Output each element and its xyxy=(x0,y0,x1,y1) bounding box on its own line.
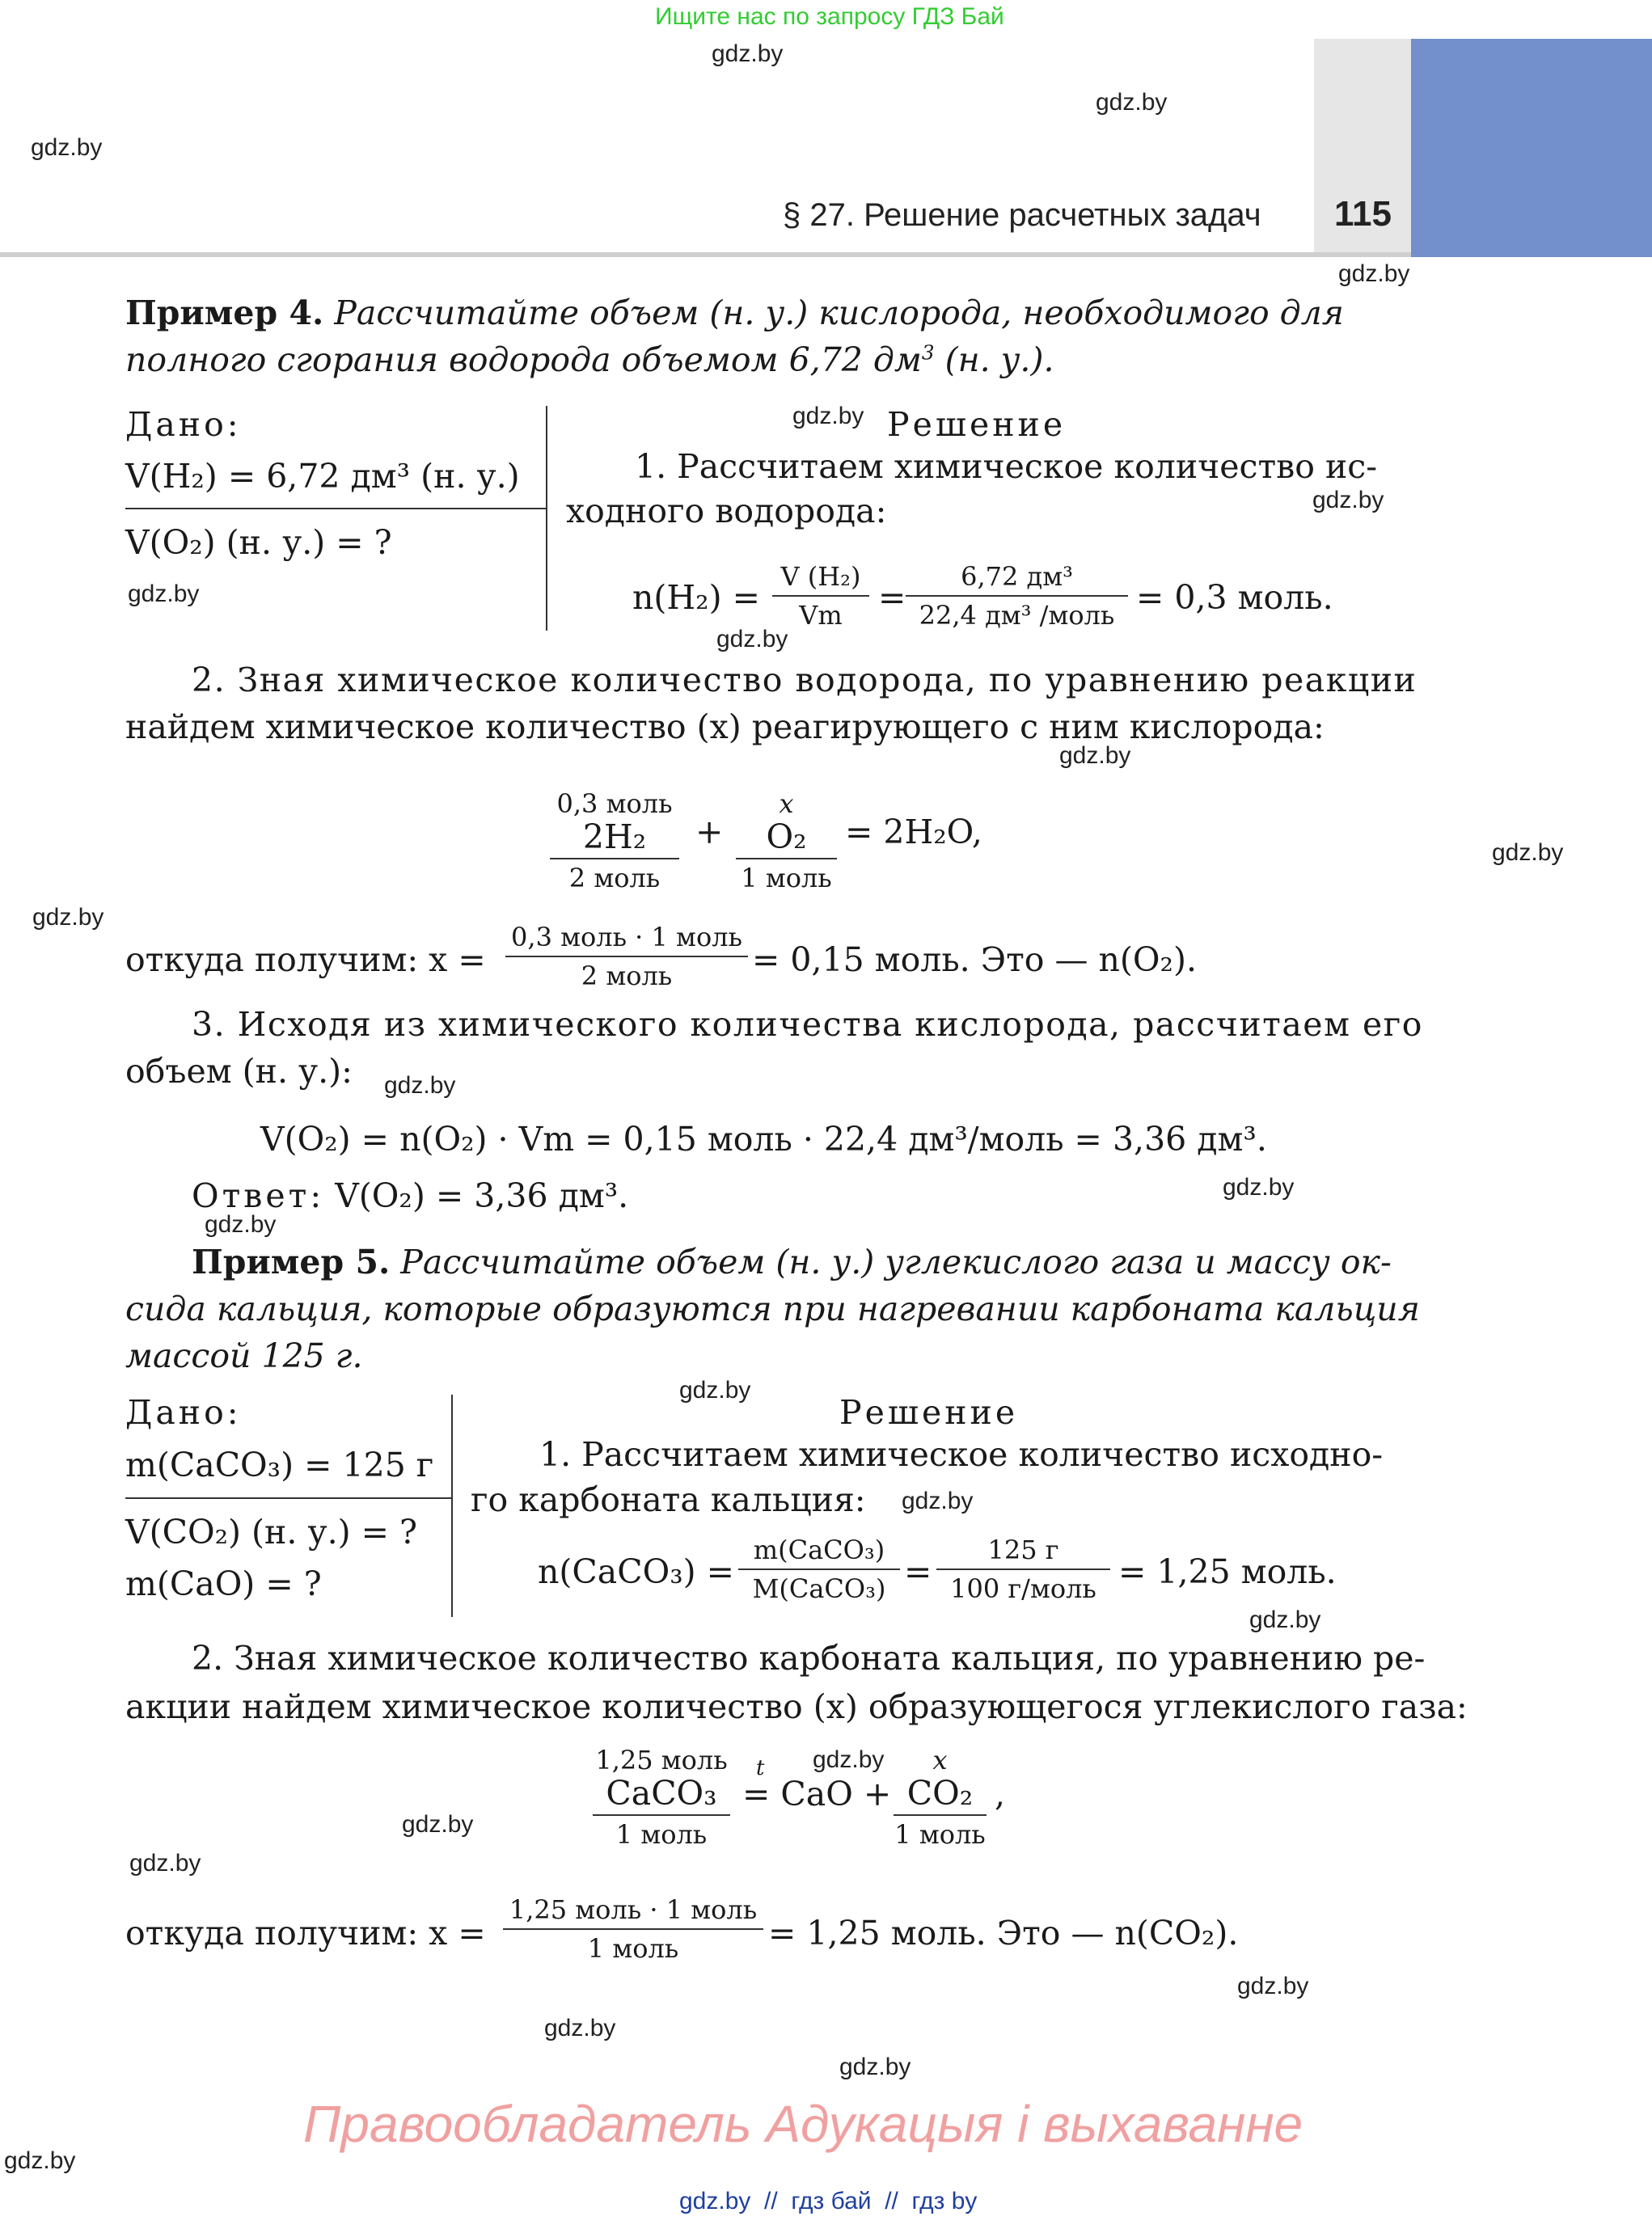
example5-task-line1: Пример 5. Рассчитайте объем (н. у.) углекислого газа и массу ок- xyxy=(192,1243,1392,1281)
watermark: gdz.by xyxy=(384,1072,456,1099)
example5-given-title: Дано: xyxy=(125,1393,242,1432)
example5-from-frac: 1,25 моль · 1 моль 1 моль xyxy=(503,1894,763,1964)
example5-task-line2: сида кальция, которые образуются при нагревании карбоната кальция xyxy=(125,1290,1420,1328)
example5-solution-title: Решение xyxy=(839,1393,1019,1432)
example4-solution-title: Решение xyxy=(887,405,1067,444)
example4-label: Пример 4. xyxy=(125,293,324,332)
watermark: gdz.by xyxy=(4,2147,76,2174)
watermark: gdz.by xyxy=(839,2054,911,2080)
page-number: 115 xyxy=(1334,194,1392,234)
example4-eq-h2: 0,3 моль 2H₂ 2 моль xyxy=(550,788,679,893)
footer-links[interactable]: gdz.by // гдз бай // гдз by xyxy=(679,2188,978,2214)
example4-task-line1: Рассчитайте объем (н. у.) кислорода, необходимого для xyxy=(334,293,1344,332)
example5-calc1-left: n(CaCO₃) = xyxy=(538,1552,735,1591)
watermark: gdz.by xyxy=(1059,742,1131,769)
header-rule xyxy=(0,252,1411,257)
example5-given-divider xyxy=(125,1497,453,1499)
example5-step2-line1: 2. Зная химическое количество карбоната кальция, по уравнению ре- xyxy=(192,1639,1426,1678)
example4-step3-line2: объем (н. у.): xyxy=(125,1052,353,1091)
watermark: gdz.by xyxy=(31,134,103,161)
example4-eq-plus: + xyxy=(695,813,724,851)
example4-step3-formula: V(O₂) = n(O₂) · Vm = 0,15 моль · 22,4 дм³/моль = 3,36 дм³. xyxy=(260,1120,1267,1159)
watermark: gdz.by xyxy=(1096,89,1168,116)
example4-answer: Ответ: V(O₂) = 3,36 дм³. xyxy=(192,1176,629,1215)
example4-calc1-frac1: V (H₂) Vm xyxy=(772,561,869,631)
copyright: Правообладатель Адукацыя і выхаванне xyxy=(303,2095,1303,2153)
example4-task-line2: полного сгорания водорода объемом 6,72 $дм^3$ (н. у.). xyxy=(125,340,1054,379)
example5-calc1-result: = 1,25 моль. xyxy=(1118,1552,1337,1591)
example5-eq-comma: , xyxy=(995,1775,1006,1813)
example5-eq-caco3: 1,25 моль CaCO₃ 1 моль xyxy=(593,1745,730,1850)
watermark: gdz.by xyxy=(716,626,788,652)
example4-calc1-frac2: 6,72 дм³ 22,4 дм³ /моль xyxy=(906,561,1128,631)
watermark: gdz.by xyxy=(1338,260,1410,287)
watermark: gdz.by xyxy=(129,1850,201,1877)
example4-find: V(O₂) (н. у.) = ? xyxy=(125,523,392,562)
example4-step3-line1: 3. Исходя из химического количества кислорода, рассчитаем его xyxy=(192,1005,1423,1044)
watermark: gdz.by xyxy=(902,1488,974,1514)
example5-from-label: откуда получим: x = xyxy=(125,1914,486,1953)
section-title: § 27. Решение расчетных задач xyxy=(783,197,1261,233)
watermark: gdz.by xyxy=(813,1746,885,1773)
watermark: gdz.by xyxy=(402,1811,474,1838)
example4-calc1-eq: = xyxy=(878,578,906,617)
top-banner[interactable]: Ищите нас по запросу ГДЗ Бай xyxy=(655,3,1004,30)
watermark: gdz.by xyxy=(1492,839,1564,866)
example4-given-divider xyxy=(125,508,547,509)
example4-step1-line1: 1. Рассчитаем химическое количество ис- xyxy=(635,447,1378,486)
watermark: gdz.by xyxy=(712,40,784,67)
example4-step1-line2: ходного водорода: xyxy=(566,492,887,530)
example5-find1: V(CO₂) (н. у.) = ? xyxy=(125,1513,417,1552)
example5-given-value: m(CaCO₃) = 125 г xyxy=(125,1446,434,1484)
example5-from-result: = 1,25 моль. Это — n(CO₂). xyxy=(768,1914,1239,1953)
watermark: gdz.by xyxy=(1249,1606,1321,1633)
example4-calc1-left: n(H₂) = xyxy=(632,578,760,617)
example4-calc1-result: = 0,3 моль. xyxy=(1136,578,1333,617)
example5-calc1-frac2: 125 г 100 г/моль xyxy=(936,1535,1110,1604)
example5-eq-co2: x CO₂ 1 моль xyxy=(894,1745,986,1850)
example4-from-frac: 0,3 моль · 1 моль 2 моль xyxy=(505,922,748,991)
example5-eq-mid: = CaO + xyxy=(742,1775,892,1813)
example4-from-result: = 0,15 моль. Это — n(O₂). xyxy=(752,940,1197,979)
example4-step2-line1: 2. Зная химическое количество водорода, по уравнению реакции xyxy=(192,661,1418,699)
example4-given-value: V(H₂) = 6,72 дм³ (н. у.) xyxy=(125,457,520,496)
example5-task-line3: массой 125 г. xyxy=(125,1336,363,1375)
watermark: gdz.by xyxy=(679,1377,751,1404)
example5-eq-t: t xyxy=(756,1756,765,1780)
example5-find2: m(CaO) = ? xyxy=(125,1564,322,1603)
example4-eq-product: = 2H₂O, xyxy=(845,813,982,851)
example4-eq-o2: x O₂ 1 моль xyxy=(736,788,837,893)
watermark: gdz.by xyxy=(32,904,104,931)
example5-calc1-eq: = xyxy=(904,1552,932,1591)
watermark: gdz.by xyxy=(792,403,864,429)
watermark: gdz.by xyxy=(1237,1973,1309,1999)
watermark: gdz.by xyxy=(1312,487,1384,513)
watermark: gdz.by xyxy=(128,581,200,607)
watermark: gdz.by xyxy=(544,2015,616,2041)
example5-calc1-frac1: m(CaCO₃) M(CaCO₃) xyxy=(738,1535,900,1604)
example4-step2-line2: найдем химическое количество (x) реагирующего с ним кислорода: xyxy=(125,707,1325,746)
example4-given-border xyxy=(546,406,547,631)
example5-step1-line2: го карбоната кальция: xyxy=(471,1480,866,1519)
watermark: gdz.by xyxy=(1223,1174,1295,1201)
example5-step1-line1: 1. Рассчитаем химическое количество исходно- xyxy=(539,1435,1384,1474)
watermark: gdz.by xyxy=(205,1211,277,1238)
header-blue-block xyxy=(1411,39,1652,257)
example4-from-label: откуда получим: x = xyxy=(125,940,486,979)
example4-given-title: Дано: xyxy=(125,405,242,444)
example5-given-border xyxy=(451,1395,453,1617)
example5-step2-line2: акции найдем химическое количество (x) образующегося углекислого газа: xyxy=(125,1687,1468,1726)
example4-task xyxy=(125,289,1415,336)
